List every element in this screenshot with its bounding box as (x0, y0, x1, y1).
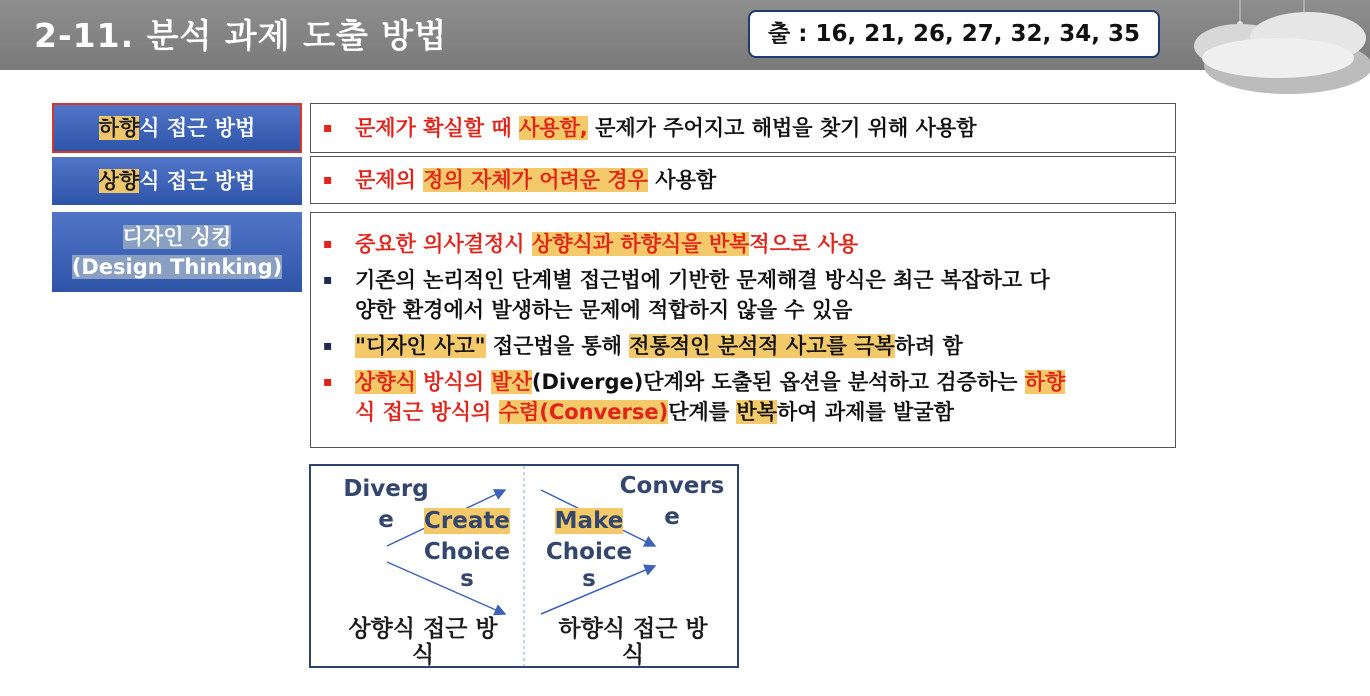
description-segment: 적으로 사용 (749, 232, 859, 256)
description-line (311, 265, 1175, 295)
bullet-icon: ▪ (323, 236, 333, 252)
description-segment: 반복 (736, 400, 777, 424)
description-line (311, 397, 1175, 427)
bullet-icon: ▪ (323, 338, 333, 354)
make-choices-label: Make Choice s (545, 508, 633, 592)
description-segment: 문제의 (355, 168, 424, 192)
description-segment: 단계를 (668, 400, 737, 424)
bullet-icon: ▪ (323, 172, 333, 188)
cloud-icon (1180, 0, 1370, 100)
bottomup-approach-caption: 상향식 접근 방 식 (348, 616, 498, 668)
bullet-icon: ▪ (323, 374, 333, 390)
description-segment: 하향 (1024, 370, 1066, 394)
description-line (311, 229, 1175, 259)
description-segment: 상향식과 하향식을 반복 (531, 232, 750, 256)
description-line (311, 113, 1175, 143)
description-segment: 수렴(Converse) (498, 400, 669, 424)
label-design-thinking (52, 212, 302, 292)
description-segment: 방식의 (415, 370, 492, 394)
label-design-line1: 디자인 싱킹 (122, 225, 232, 249)
label-bottomup-highlight: 상향 (98, 169, 140, 193)
description-segment: "디자인 사고" (355, 334, 486, 358)
description-segment: 사용함, (518, 116, 588, 140)
diverge-converge-diagram (309, 464, 739, 668)
description-line (311, 331, 1175, 361)
converse-label: Convers e (619, 473, 725, 530)
description-segment: 발산 (491, 370, 532, 394)
diverge-label: Diverg e (343, 476, 429, 533)
label-design-line2: (Design Thinking) (71, 255, 283, 279)
description-segment: 하여 과제를 발굴함 (777, 400, 954, 424)
description-line (311, 165, 1175, 195)
label-bottomup-rest: 식 접근 방법 (139, 169, 256, 193)
description-segment: 상향식 (355, 370, 416, 394)
description-segment: 정의 자체가 어려운 경우 (423, 168, 648, 192)
label-topdown (52, 103, 302, 153)
description-segment: 기존의 논리적인 단계별 접근법에 기반한 문제해결 방식은 최근 복잡하고 다 (355, 268, 1050, 292)
description-segment: 문제가 주어지고 해법을 찾기 위해 사용함 (587, 116, 977, 140)
bottomup-description-box (310, 156, 1176, 204)
page-title: 2-11. 분석 과제 도출 방법 (34, 16, 448, 55)
topdown-description-box (310, 103, 1176, 153)
description-segment: 하려 함 (894, 334, 963, 358)
bullet-icon: ▪ (323, 120, 333, 136)
label-topdown-highlight: 하향 (98, 116, 140, 140)
description-segment: 양한 환경에서 발생하는 문제에 적합하지 않을 수 있음 (355, 298, 853, 322)
label-bottomup (52, 157, 302, 205)
description-segment: (Diverge)단계와 도출된 옵션을 분석하고 검증하는 (531, 370, 1025, 394)
description-segment: 문제가 확실할 때 (355, 116, 519, 140)
description-segment: 전통적인 분석적 사고를 극복 (629, 334, 895, 358)
description-segment: 접근법을 통해 (485, 334, 630, 358)
description-line (311, 367, 1175, 397)
topdown-approach-caption: 하향식 접근 방 식 (558, 616, 708, 668)
exam-reference-badge: 출 : 16, 21, 26, 27, 32, 34, 35 (748, 10, 1160, 58)
description-segment: 식 접근 방식의 (355, 400, 499, 424)
description-line (311, 295, 1175, 325)
description-segment: 중요한 의사결정시 (355, 232, 532, 256)
label-topdown-rest: 식 접근 방법 (139, 116, 256, 140)
description-segment: 사용함 (647, 168, 717, 192)
bullet-icon: ▪ (323, 272, 333, 288)
header-bar (0, 0, 1370, 70)
design-thinking-description-box (310, 212, 1176, 448)
create-choices-label: Create Choice s (423, 508, 511, 592)
